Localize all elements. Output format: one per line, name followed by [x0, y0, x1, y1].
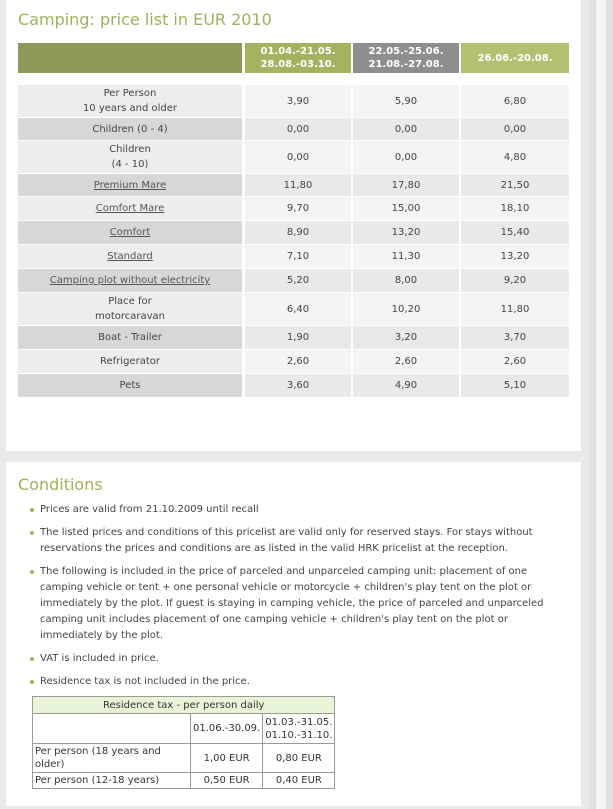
residence-tax-table [32, 696, 335, 789]
price-cell: 17,80 [353, 174, 459, 196]
tax-value: 0,40 EUR [263, 773, 335, 789]
table-header-season-1 [245, 43, 351, 73]
conditions-list [28, 502, 548, 697]
row-label: Place for motorcaravan [18, 293, 242, 325]
table-row [18, 221, 569, 244]
list-item: The following is included in the price of parceled and unparceled camping unit: placement of one camping vehicle or tent + one personal vehicle or motorcycle + children's play tent on the plot or immediately by the plot. If guest is staying in camping vehicle, the price of parceled and unparceled camping unit includes placement of one camping vehicle + children's play tent on the plot or immediately by the plot. [28, 564, 548, 644]
list-item: Residence tax is not included in the price. [28, 674, 548, 690]
price-cell: 13,20 [461, 245, 569, 268]
table-row [18, 197, 569, 220]
price-cell: 18,10 [461, 197, 569, 220]
season-2-range-b: 21.08.-27.08. [368, 59, 444, 70]
table-row [18, 245, 569, 268]
price-cell: 7,10 [245, 245, 351, 268]
price-cell: 11,30 [353, 245, 459, 268]
conditions-title: Conditions [18, 475, 103, 494]
comfort-mare-link[interactable]: Comfort Mare [95, 203, 165, 214]
row-label: Boat - Trailer [18, 326, 242, 349]
price-cell: 8,00 [353, 269, 459, 292]
tax-header-blank [33, 714, 191, 744]
price-cell: 13,20 [353, 221, 459, 244]
price-cell: 5,10 [461, 374, 569, 397]
table-row [18, 269, 569, 292]
table-row [18, 374, 569, 397]
standard-link[interactable]: Standard [107, 251, 153, 262]
tax-row-label: Per person (12-18 years) [33, 773, 191, 789]
comfort-link[interactable]: Comfort [109, 227, 151, 238]
camping-plot-link[interactable]: Camping plot without electricity [49, 275, 211, 286]
price-cell: 10,20 [353, 293, 459, 325]
price-cell: 0,00 [245, 118, 351, 140]
conditions-panel [6, 462, 581, 806]
row-label: Pets [18, 374, 242, 397]
tax-row-label: Per person (18 years and older) [33, 744, 191, 773]
price-cell: 0,00 [353, 118, 459, 140]
scrollbar-track[interactable] [595, 0, 607, 809]
row-label [18, 269, 242, 292]
table-row [18, 85, 569, 117]
price-cell: 9,20 [461, 269, 569, 292]
price-cell: 3,90 [245, 85, 351, 117]
table-row [18, 350, 569, 373]
table-row [33, 773, 335, 789]
row-label: Children (0 - 4) [18, 118, 242, 140]
tax-value: 0,80 EUR [263, 744, 335, 773]
tax-period-2: 01.03.-31.05. 01.10.-31.10. [263, 714, 335, 744]
page-scrollbar[interactable] [589, 0, 613, 809]
price-cell: 9,70 [245, 197, 351, 220]
price-cell: 5,20 [245, 269, 351, 292]
table-row [18, 326, 569, 349]
price-cell: 21,50 [461, 174, 569, 196]
row-label: Children (4 - 10) [18, 141, 242, 173]
list-item: Prices are valid from 21.10.2009 until recall [28, 502, 548, 518]
tax-period-1: 01.06.-30.09. [191, 714, 263, 744]
price-cell: 11,80 [245, 174, 351, 196]
table-row [18, 174, 569, 196]
price-list-panel [6, 0, 581, 451]
row-label [18, 221, 242, 244]
list-item: VAT is included in price. [28, 651, 548, 667]
table-header-season-3 [461, 43, 569, 73]
price-cell: 3,20 [353, 326, 459, 349]
price-cell: 15,00 [353, 197, 459, 220]
season-2-range-a: 22.05.-25.06. [368, 46, 444, 57]
price-cell: 6,40 [245, 293, 351, 325]
tax-value: 1,00 EUR [191, 744, 263, 773]
tax-value: 0,50 EUR [191, 773, 263, 789]
price-cell: 3,70 [461, 326, 569, 349]
price-cell: 0,00 [461, 118, 569, 140]
row-label: Refrigerator [18, 350, 242, 373]
price-list-title: Camping: price list in EUR 2010 [18, 10, 272, 29]
table-row [18, 141, 569, 173]
price-cell: 2,60 [245, 350, 351, 373]
price-cell: 0,00 [353, 141, 459, 173]
price-cell: 2,60 [461, 350, 569, 373]
price-cell: 2,60 [353, 350, 459, 373]
price-cell: 8,90 [245, 221, 351, 244]
season-1-range-a: 01.04.-21.05. [260, 46, 336, 57]
season-3-range: 26.06.-20.08. [477, 52, 553, 64]
row-label [18, 245, 242, 268]
table-row [18, 118, 569, 140]
price-cell: 3,60 [245, 374, 351, 397]
price-cell: 1,90 [245, 326, 351, 349]
season-1-range-b: 28.08.-03.10. [260, 59, 336, 70]
table-header-label [18, 43, 242, 73]
price-cell: 15,40 [461, 221, 569, 244]
price-cell: 0,00 [245, 141, 351, 173]
row-label: Per Person 10 years and older [18, 85, 242, 117]
row-label [18, 174, 242, 196]
premium-mare-link[interactable]: Premium Mare [93, 179, 167, 191]
price-cell: 6,80 [461, 85, 569, 117]
row-label [18, 197, 242, 220]
price-cell: 11,80 [461, 293, 569, 325]
price-cell: 4,80 [461, 141, 569, 173]
table-row [33, 744, 335, 773]
table-row [18, 293, 569, 325]
price-cell: 4,90 [353, 374, 459, 397]
table-header-season-2 [353, 43, 459, 73]
list-item: The listed prices and conditions of this pricelist are valid only for reserved stays. For stays without reservations the prices and conditions are as listed in the valid HRK pricelist at the reception. [28, 525, 548, 557]
price-cell: 5,90 [353, 85, 459, 117]
residence-tax-caption: Residence tax - per person daily [33, 697, 335, 714]
